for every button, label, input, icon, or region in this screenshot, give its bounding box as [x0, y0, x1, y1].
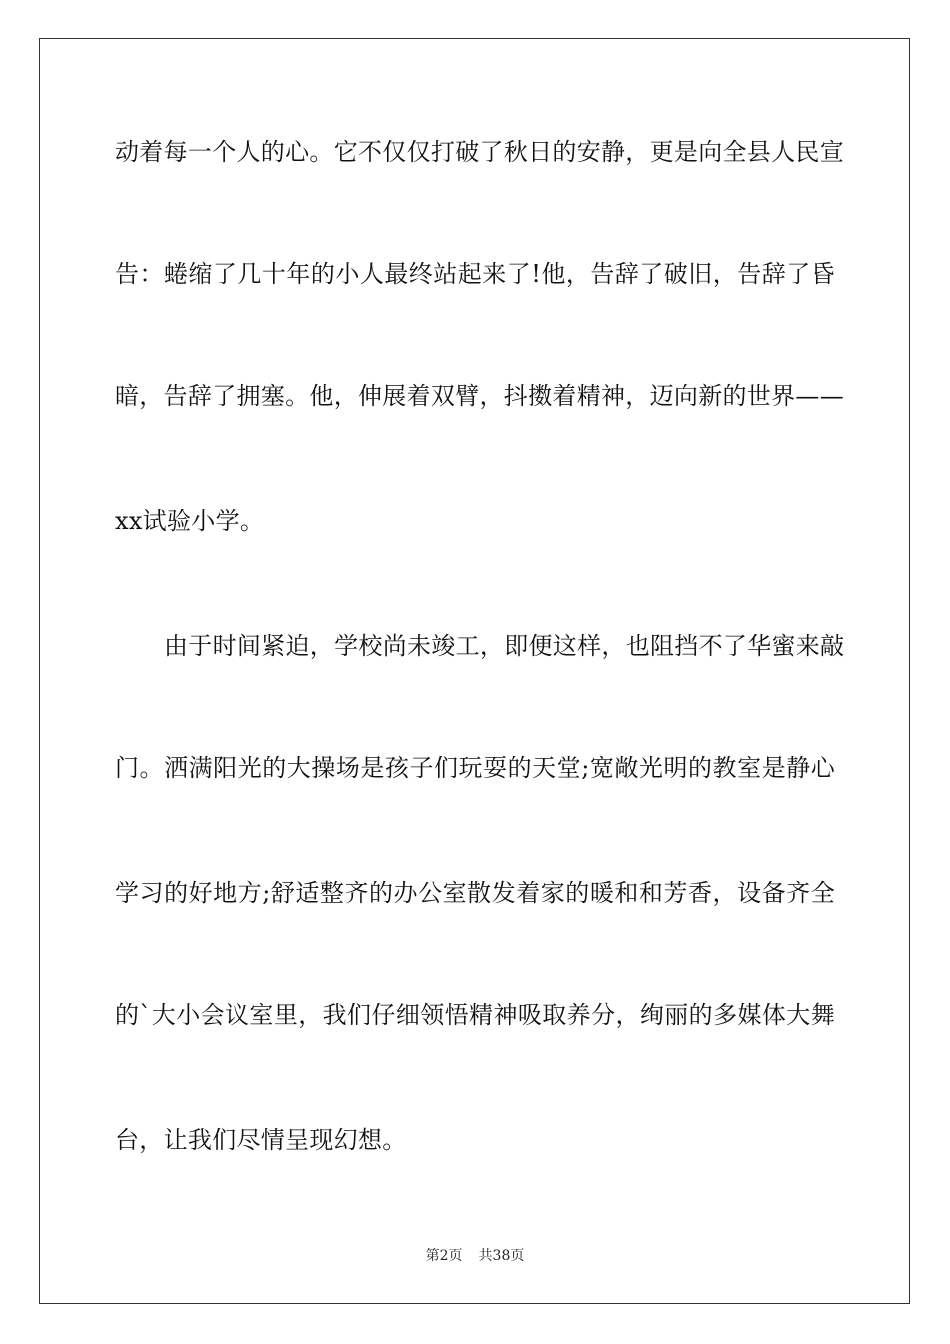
text-line: 暗，告辞了拥塞。他，伸展着双臂，抖擞着精神，迈向新的世界——	[115, 382, 844, 410]
page-border	[39, 38, 910, 1304]
text-line: 动着每一个人的心。它不仅仅打破了秋日的安静，更是向全县人民宣	[115, 138, 844, 166]
text-line: xx试验小学。	[115, 507, 265, 535]
page-number: 第2页	[425, 1248, 463, 1264]
text-line: 学习的好地方;舒适整齐的办公室散发着家的暖和和芳香，设备齐全	[115, 879, 835, 907]
page-total: 共38页	[478, 1248, 525, 1264]
text-line: 的`大小会议室里，我们仔细领悟精神吸取养分，绚丽的多媒体大舞	[115, 1001, 835, 1029]
text-line: 告：蜷缩了几十年的小人最终站起来了!他，告辞了破旧，告辞了昏	[115, 260, 835, 288]
page-footer	[0, 1246, 950, 1266]
text-line: 由于时间紧迫，学校尚未竣工，即便这样，也阻挡不了华蜜来敲	[164, 632, 845, 660]
text-line: 门。洒满阳光的大操场是孩子们玩耍的天堂;宽敞光明的教室是静心	[115, 754, 835, 782]
text-line: 台，让我们尽情呈现幻想。	[115, 1126, 407, 1154]
